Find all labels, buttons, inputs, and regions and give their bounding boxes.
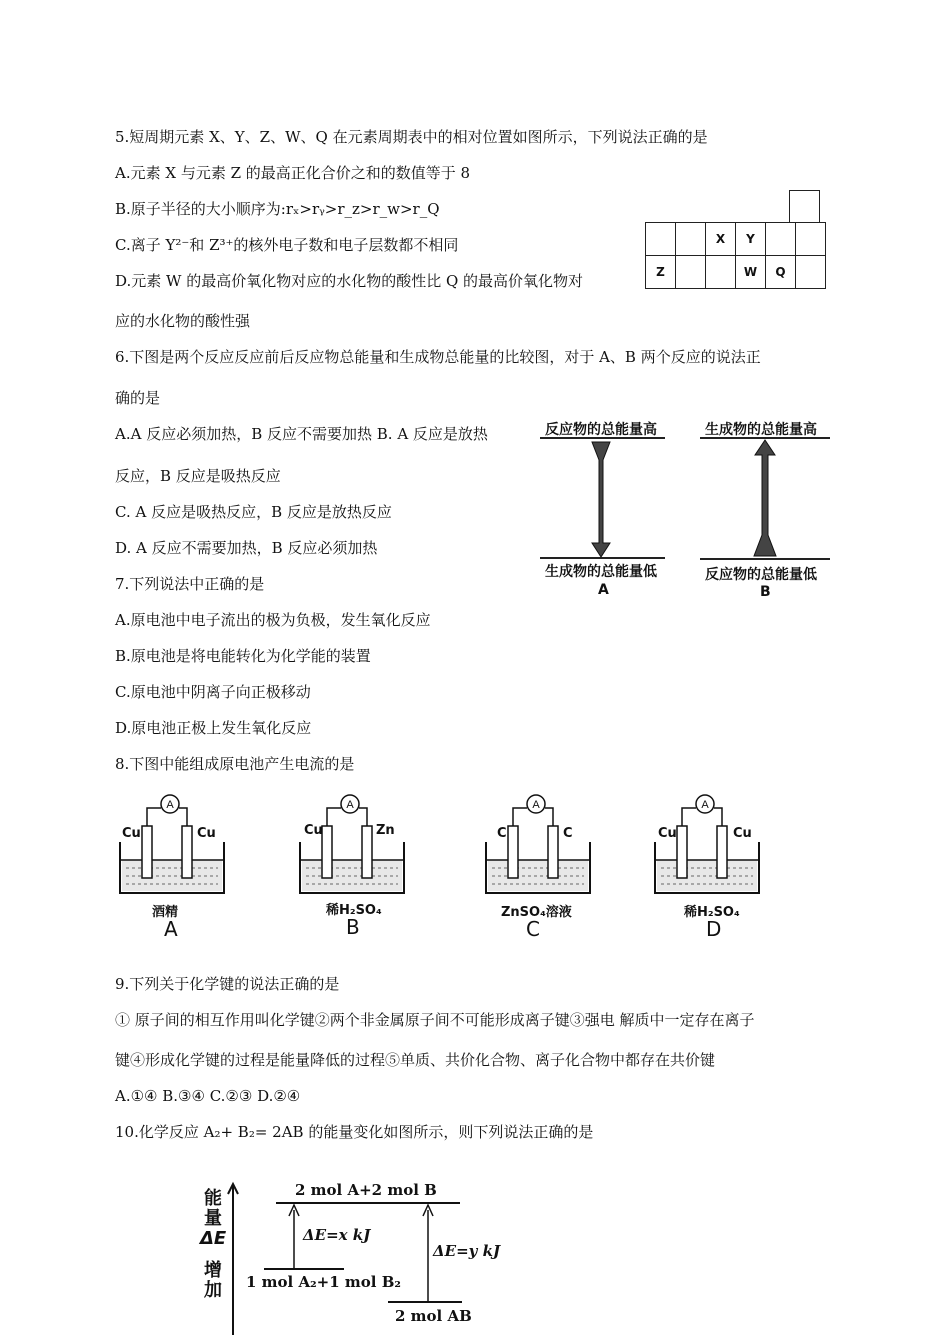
level-top-label: 2 mol A+2 mol B [295, 1181, 437, 1199]
cell-b-letter: B [346, 915, 360, 939]
q6-option-a: A.A 反应必须加热，B 反应不需要加热 B. A 反应是放热 [115, 425, 488, 443]
cell-b-right-electrode: Zn [376, 823, 395, 838]
level-mid-label: 1 mol A₂+1 mol B₂ [246, 1273, 401, 1291]
cell-c-ammeter-label: A [532, 799, 540, 811]
q6-option-c: C. A 反应是吸热反应，B 反应是放热反应 [115, 503, 392, 521]
cell-c-left-electrode: C [497, 826, 507, 841]
q6-option-a-cont: 反应，B 反应是吸热反应 [115, 467, 281, 485]
axis-char-5: 加 [204, 1280, 222, 1301]
cell-b-solution: 稀H₂SO₄ [326, 903, 382, 918]
element-q: Q [766, 256, 796, 289]
cell-a-letter: A [164, 917, 178, 941]
cell-a-left-electrode: Cu [122, 826, 141, 841]
cell-a-ammeter-label: A [166, 799, 174, 811]
q9-options: A.①④ B.③④ C.②③ D.②④ [115, 1087, 301, 1105]
cell-a-solution: 酒精 [152, 905, 179, 920]
element-w: W [736, 256, 766, 289]
cell-b-left-electrode: Cu [304, 823, 323, 838]
cell-c-right-electrode: C [563, 826, 573, 841]
element-z: Z [646, 256, 676, 289]
fig-a-letter: A [598, 582, 609, 598]
q5-option-c: C.离子 Y²⁻和 Z³⁺的核外电子数和电子层数都不相同 [115, 236, 459, 254]
fig-a-top-label: 反应物的总能量高 [545, 422, 657, 438]
q10-stem: 10.化学反应 A₂+ B₂= 2AB 的能量变化如图所示，则下列说法正确的是 [115, 1123, 594, 1141]
cell-c-letter: C [526, 917, 540, 941]
q6-stem: 6.下图是两个反应反应前后反应物总能量和生成物总能量的比较图，对于 A、B 两个反应的说法正 [115, 348, 761, 366]
cell-c-solution: ZnSO₄溶液 [501, 905, 572, 920]
fig-b-letter: B [760, 584, 771, 600]
q9-body-line1: ① 原子间的相互作用叫化学键②两个非金属原子间不可能形成离子键③强电 解质中一定存在离子 [115, 1011, 755, 1029]
cell-d-left-electrode: Cu [658, 826, 677, 841]
axis-char-1: 能 [204, 1188, 222, 1209]
q7-stem: 7.下列说法中正确的是 [115, 575, 265, 593]
q5-option-d: D.元素 W 的最高价氧化物对应的水化物的酸性比 Q 的最高价氧化物对 [115, 272, 584, 290]
fig-b-bottom-label: 反应物的总能量低 [705, 567, 817, 583]
fig-a-bottom-label: 生成物的总能量低 [545, 564, 657, 580]
delta-e-y-label: ΔE=y kJ [433, 1242, 501, 1260]
fig-b-top-label: 生成物的总能量高 [705, 422, 817, 438]
q5-option-b: B.原子半径的大小顺序为:rₓ>rᵧ>r_z>r_w>r_Q [115, 200, 440, 218]
q7-option-c: C.原电池中阴离子向正极移动 [115, 683, 311, 701]
element-y: Y [736, 223, 766, 256]
cell-b-ammeter-label: A [346, 799, 354, 811]
cell-a-right-electrode: Cu [197, 826, 216, 841]
q7-option-a: A.原电池中电子流出的极为负极，发生氧化反应 [115, 611, 431, 629]
axis-char-4: 增 [204, 1260, 222, 1281]
q5-stem: 5.短周期元素 X、Y、Z、W、Q 在元素周期表中的相对位置如图所示，下列说法正确的是 [115, 128, 708, 146]
cell-d-letter: D [706, 917, 722, 941]
level-bottom-label: 2 mol AB [395, 1307, 472, 1325]
q5-option-d-cont: 应的水化物的酸性强 [115, 312, 251, 330]
q9-stem: 9.下列关于化学键的说法正确的是 [115, 975, 340, 993]
cell-d-solution: 稀H₂SO₄ [684, 905, 740, 920]
q5-option-a: A.元素 X 与元素 Z 的最高正化合价之和的数值等于 8 [115, 164, 471, 182]
axis-char-3: ΔE [200, 1228, 227, 1249]
q6-stem-cont: 确的是 [115, 389, 161, 407]
q6-option-d: D. A 反应不需要加热，B 反应必须加热 [115, 539, 378, 557]
delta-e-x-label: ΔE=x kJ [303, 1226, 371, 1244]
q9-body-line2: 键④形成化学键的过程是能量降低的过程⑤单质、共价化合物、离子化合物中都存在共价键 [115, 1051, 716, 1069]
element-x: X [706, 223, 736, 256]
q7-option-b: B.原电池是将电能转化为化学能的装置 [115, 647, 371, 665]
axis-char-2: 量 [204, 1208, 222, 1229]
q7-option-d: D.原电池正极上发生氧化反应 [115, 719, 312, 737]
cell-d-right-electrode: Cu [733, 826, 752, 841]
cell-d-ammeter-label: A [701, 799, 709, 811]
q8-stem: 8.下图中能组成原电池产生电流的是 [115, 755, 355, 773]
